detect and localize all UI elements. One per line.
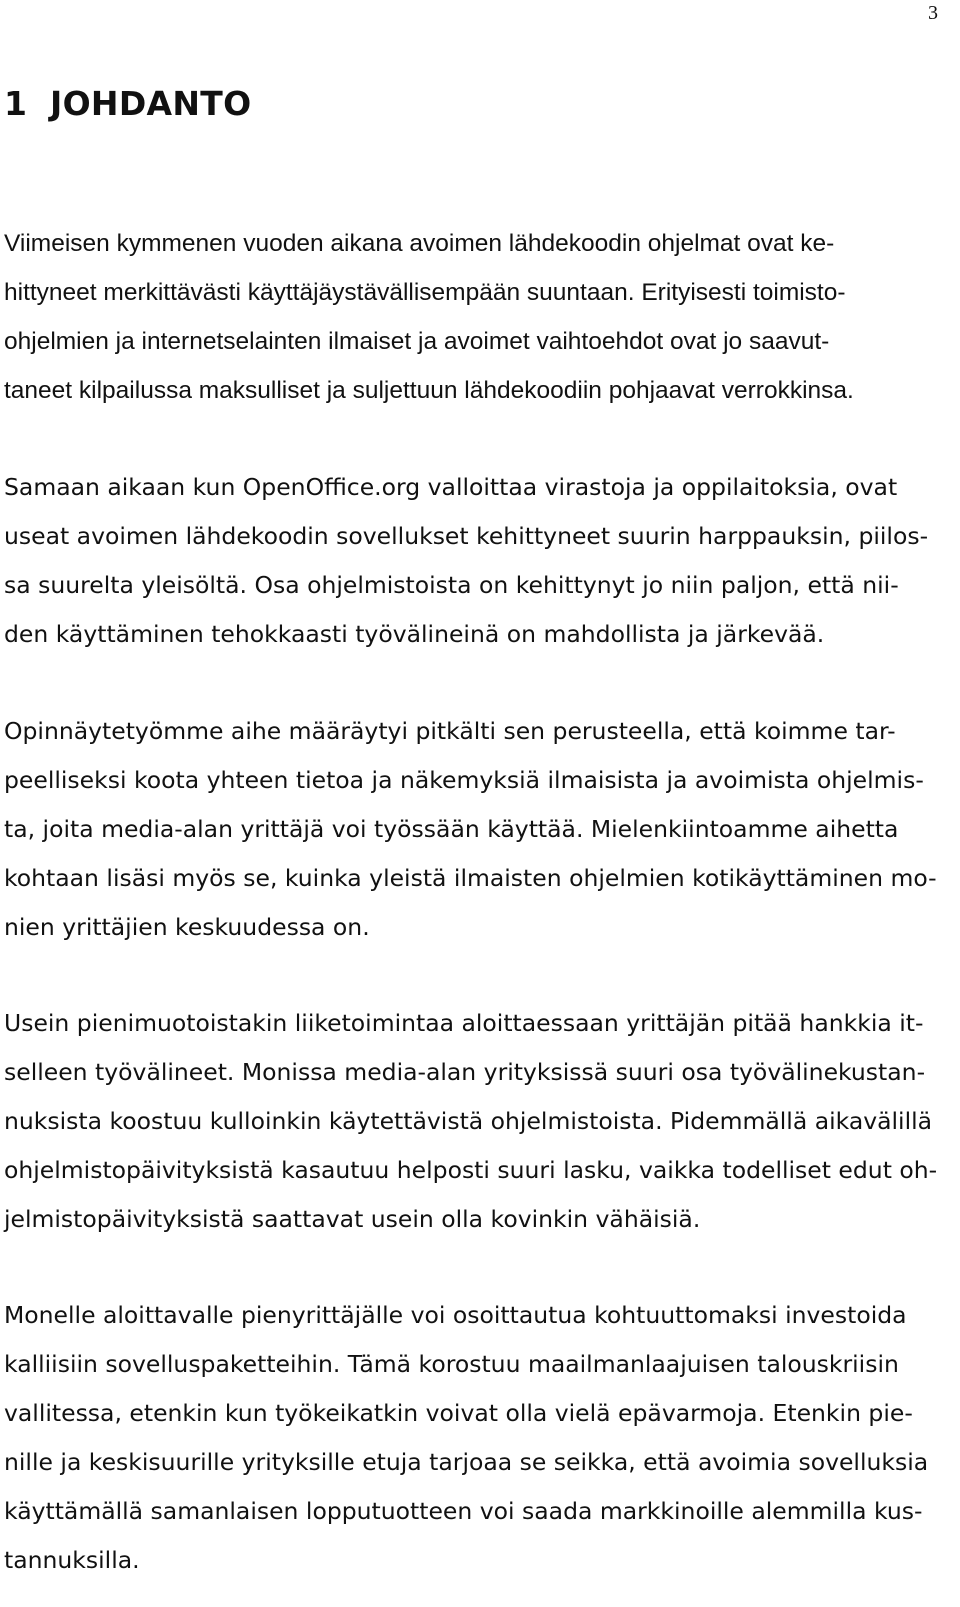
paragraph-line: taneet kilpailussa maksulliset ja suljettuun lähdekoodiin pohjaavat verrokkinsa. — [4, 377, 854, 404]
paragraph-line: den käyttäminen tehokkaasti työvälineinä on mahdollista ja järkevää. — [4, 620, 825, 648]
paragraph-line: kohtaan lisäsi myös se, kuinka yleistä ilmaisten ohjelmien kotikäyttäminen mo- — [4, 864, 937, 892]
paragraph-5 — [4, 1291, 928, 1585]
paragraph-line: nuksista koostuu kulloinkin käytettävistä ohjelmistoista. Pidemmällä aikavälillä — [4, 1107, 933, 1135]
chapter-heading — [4, 84, 251, 123]
paragraph-line: Opinnäytetyömme aihe määräytyi pitkälti sen perusteella, että koimme tar- — [4, 717, 896, 745]
paragraph-2 — [4, 463, 928, 659]
paragraph-line: nien yrittäjien keskuudessa on. — [4, 913, 370, 941]
paragraph-line: selleen työvälineet. Monissa media-alan yrityksissä suuri osa työvälinekustan- — [4, 1058, 926, 1086]
chapter-title: JOHDANTO — [50, 84, 252, 123]
page-number: 3 — [928, 2, 938, 24]
paragraph-line: ohjelmistopäivityksistä kasautuu helposti suuri lasku, vaikka todelliset edut oh- — [4, 1156, 938, 1184]
paragraph-line: useat avoimen lähdekoodin sovellukset kehittyneet suurin harppauksin, piilos- — [4, 522, 929, 550]
paragraph-line: Samaan aikaan kun OpenOffice.org valloittaa virastoja ja oppilaitoksia, ovat — [4, 473, 898, 501]
paragraph-line: nille ja keskisuurille yrityksille etuja tarjoaa se seikka, että avoimia sovelluksia — [4, 1448, 929, 1476]
paragraph-line: hittyneet merkittävästi käyttäjäystävällisempään suuntaan. Erityisesti toimisto- — [4, 279, 846, 306]
paragraph-4 — [4, 999, 937, 1244]
paragraph-line: Usein pienimuotoistakin liiketoimintaa aloittaessaan yrittäjän pitää hankkia it- — [4, 1009, 924, 1037]
paragraph-line: Viimeisen kymmenen vuoden aikana avoimen lähdekoodin ohjelmat ovat ke- — [4, 230, 835, 257]
paragraph-line: jelmistopäivityksistä saattavat usein olla kovinkin vähäisiä. — [4, 1205, 701, 1233]
paragraph-line: ohjelmien ja internetselainten ilmaiset ja avoimet vaihtoehdot ovat jo saavut- — [4, 328, 830, 355]
paragraph-line: käyttämällä samanlaisen lopputuotteen voi saada markkinoille alemmilla kus- — [4, 1497, 923, 1525]
paragraph-line: kalliisiin sovelluspaketteihin. Tämä korostuu maailmanlaajuisen talouskriisin — [4, 1350, 899, 1378]
paragraph-line: ta, joita media-alan yrittäjä voi työssään käyttää. Mielenkiintoamme aihetta — [4, 815, 899, 843]
chapter-number: 1 — [4, 84, 28, 123]
paragraph-3 — [4, 707, 937, 952]
paragraph-line: vallitessa, etenkin kun työkeikatkin voivat olla vielä epävarmoja. Etenkin pie- — [4, 1399, 913, 1427]
paragraph-line: peelliseksi koota yhteen tietoa ja näkemyksiä ilmaisista ja avoimista ohjelmis- — [4, 766, 924, 794]
paragraph-line: Monelle aloittavalle pienyrittäjälle voi osoittautua kohtuuttomaksi investoida — [4, 1301, 907, 1329]
paragraph-1 — [4, 219, 854, 415]
paragraph-line: sa suurelta yleisöltä. Osa ohjelmistoista on kehittynyt jo niin paljon, että nii- — [4, 571, 899, 599]
paragraph-line: tannuksilla. — [4, 1546, 140, 1574]
